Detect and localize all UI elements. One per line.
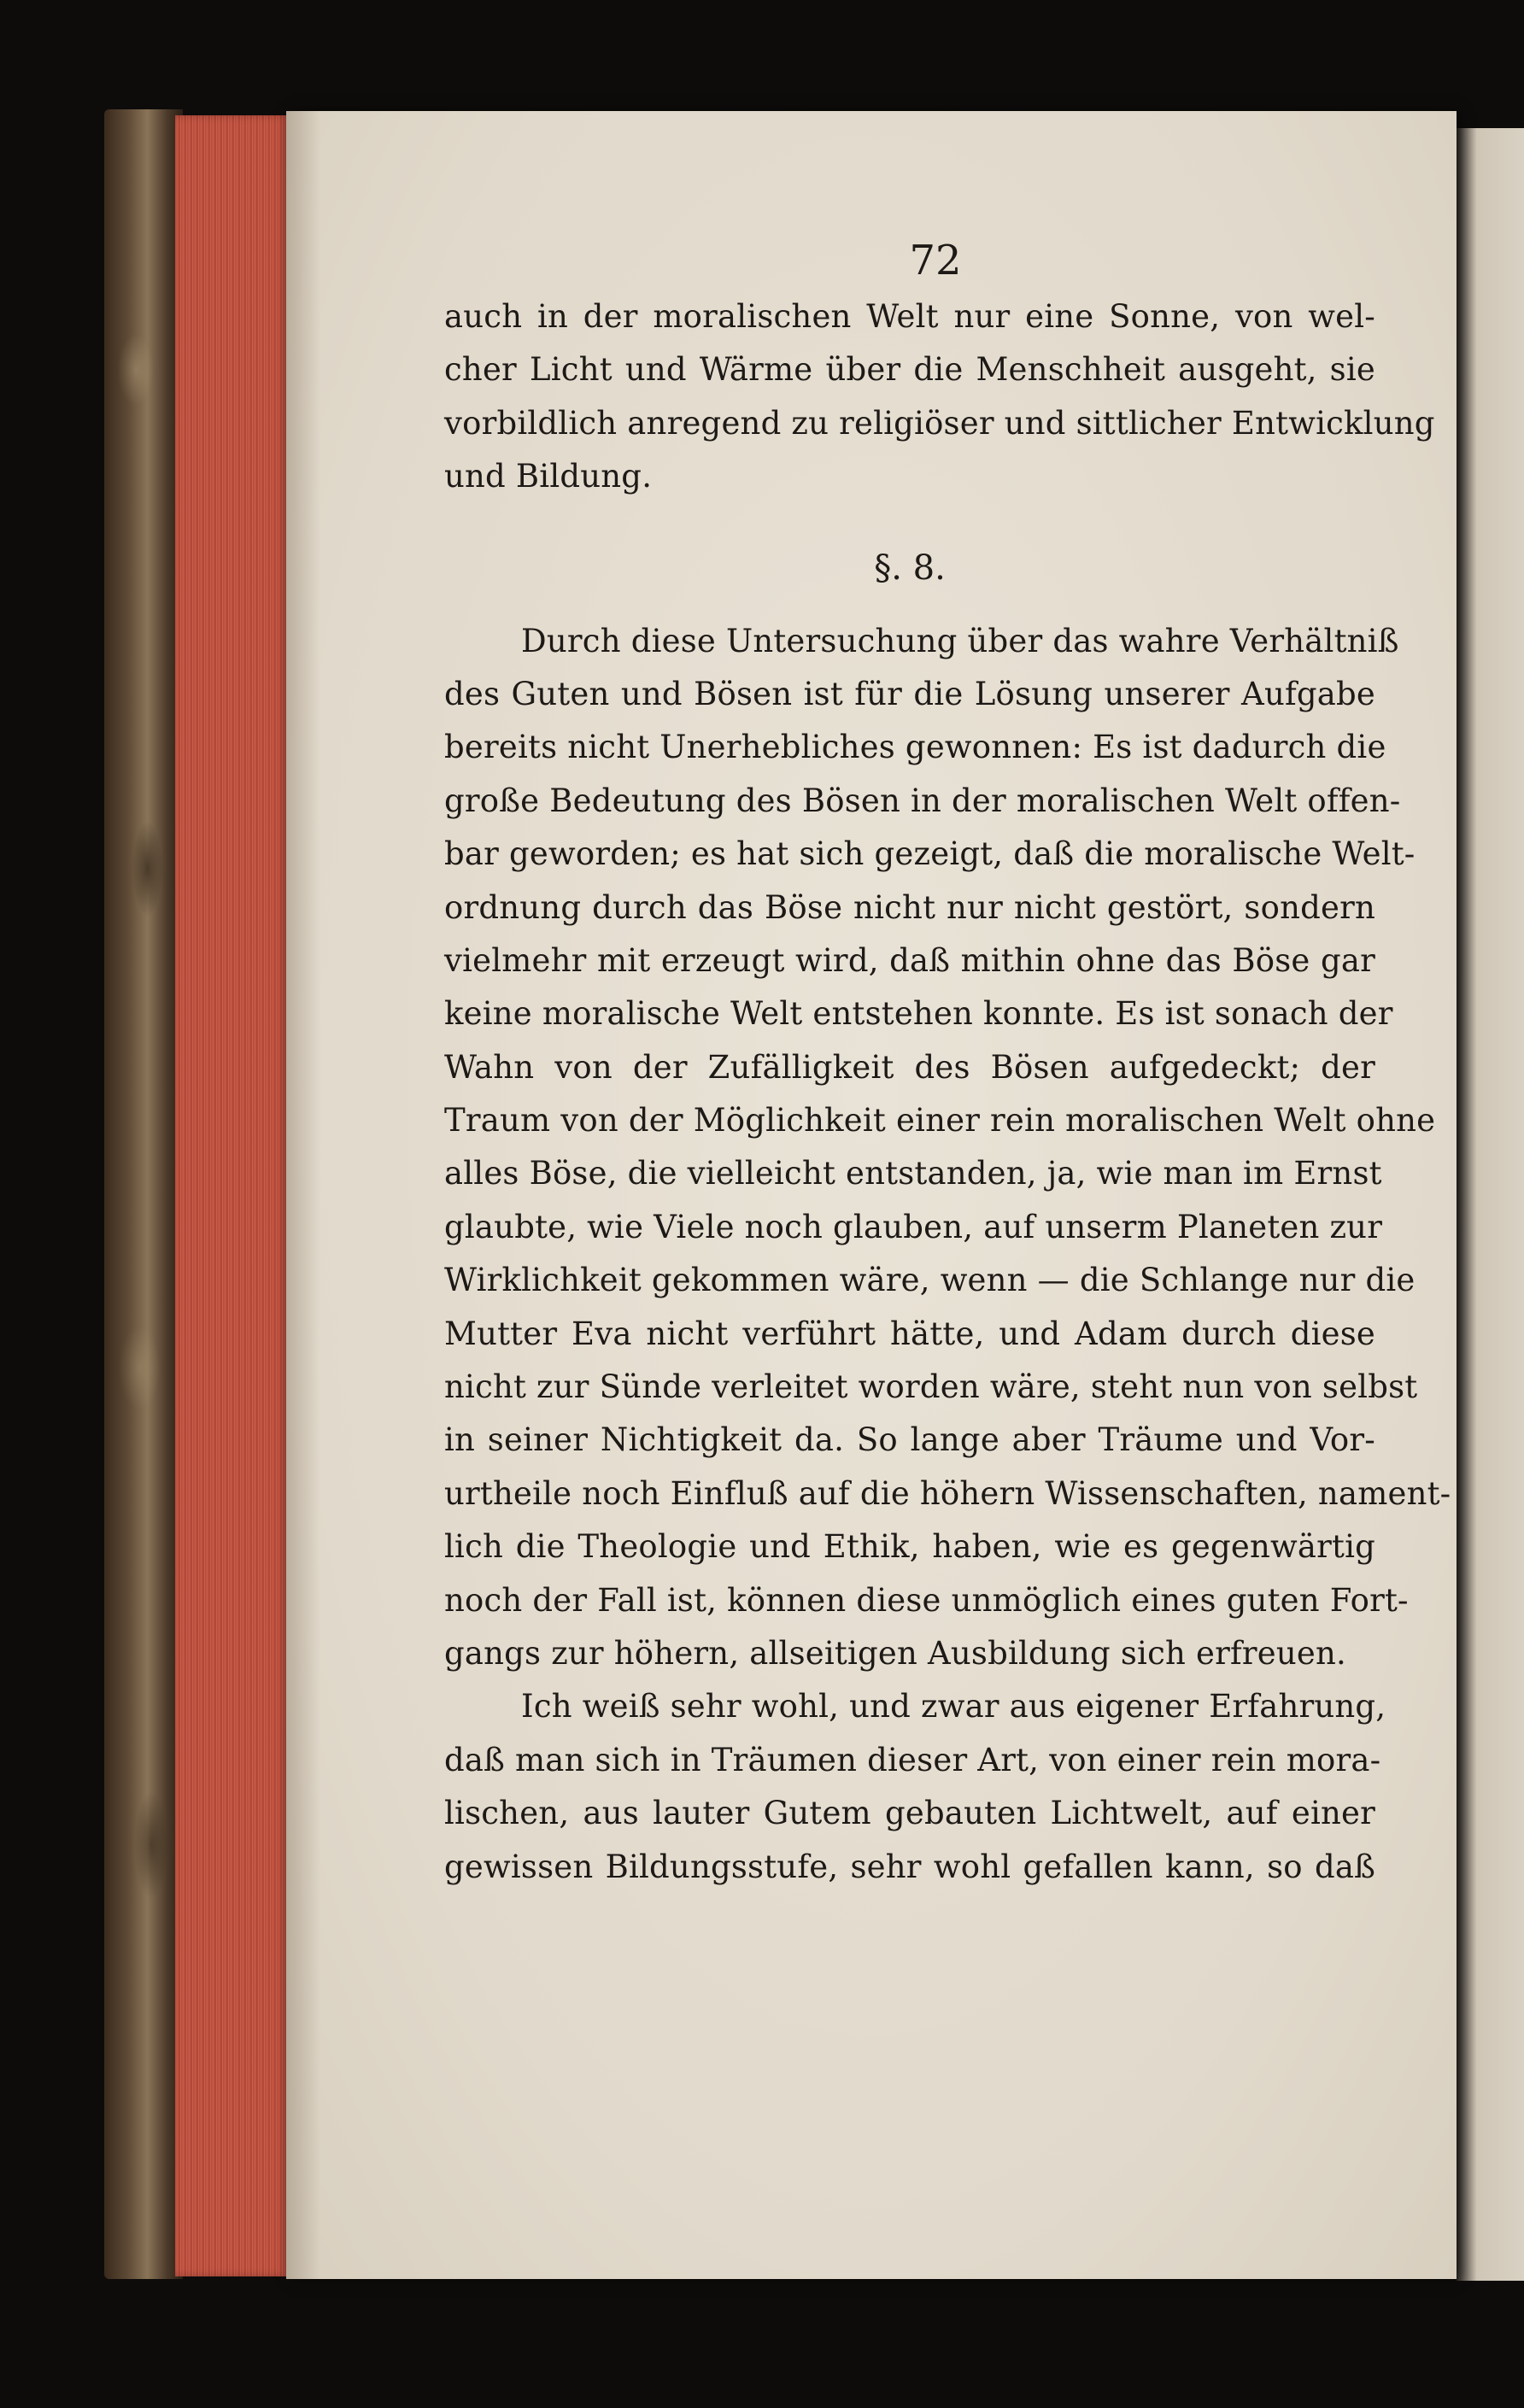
- text-line: bar geworden; es hat sich gezeigt, daß die moralische Welt-: [444, 835, 1416, 873]
- text-line: Mutter Eva nicht verführt hätte, und Adam durch diese: [444, 1315, 1375, 1352]
- page-gutter-shadow: [286, 111, 320, 2279]
- paragraph-3: [444, 1680, 1386, 1894]
- text-line: urtheile noch Einfluß auf die höhern Wissenschaften, nament-: [444, 1474, 1451, 1512]
- text-line: auch in der moralischen Welt nur eine Sonne, von wel-: [444, 298, 1375, 335]
- paragraph-1: [444, 290, 1435, 504]
- text-line: des Guten und Bösen ist für die Lösung unserer Aufgabe: [444, 675, 1375, 712]
- paragraph-2: [444, 615, 1451, 1681]
- red-page-edges: [175, 115, 290, 2276]
- text-line: vorbildlich anregend zu religiöser und sittlicher Entwicklung: [444, 404, 1435, 442]
- book-cover-marbled: [104, 109, 183, 2279]
- text-line: glaubte, wie Viele noch glauben, auf unserm Planeten zur: [444, 1208, 1383, 1245]
- text-line: vielmehr mit erzeugt wird, daß mithin ohne das Böse gar: [444, 941, 1375, 979]
- text-line: nicht zur Sünde verleitet worden wäre, steht nun von selbst: [444, 1368, 1418, 1406]
- text-line: lich die Theologie und Ethik, haben, wie es gegenwärtig: [444, 1528, 1375, 1566]
- section-heading: §. 8.: [874, 548, 946, 588]
- text-line: lischen, aus lauter Gutem gebauten Lichtwelt, auf einer: [444, 1795, 1375, 1832]
- text-line: und Bildung.: [444, 458, 653, 495]
- text-line: Ich weiß sehr wohl, und zwar aus eigener Erfahrung,: [521, 1688, 1386, 1725]
- text-line: Wirklichkeit gekommen wäre, wenn — die Schlange nur die: [444, 1262, 1416, 1299]
- text-line: in seiner Nichtigkeit da. So lange aber Träume und Vor-: [444, 1421, 1375, 1459]
- text-line: daß man sich in Träumen dieser Art, von einer rein mora-: [444, 1741, 1381, 1778]
- text-line: ordnung durch das Böse nicht nur nicht gestört, sondern: [444, 888, 1375, 926]
- text-line: Traum von der Möglichkeit einer rein moralischen Welt ohne: [444, 1102, 1436, 1140]
- text-line: cher Licht und Wärme über die Menschheit ausgeht, sie: [444, 351, 1375, 389]
- text-line: noch der Fall ist, können diese unmöglich eines guten Fort-: [444, 1581, 1409, 1619]
- text-line: bereits nicht Unerhebliches gewonnen: Es ist dadurch die: [444, 729, 1386, 766]
- page-number: 72: [909, 237, 962, 284]
- text-line: Durch diese Untersuchung über das wahre Verhältniß: [521, 622, 1399, 659]
- text-line: keine moralische Welt entstehen konnte. Es ist sonach der: [444, 995, 1393, 1033]
- text-line: gangs zur höhern, allseitigen Ausbildung sich erfreuen.: [444, 1634, 1346, 1672]
- facing-page-edge: [1457, 128, 1524, 2281]
- text-line: große Bedeutung des Bösen in der moralischen Welt offen-: [444, 782, 1401, 819]
- cover-marbling: [104, 109, 183, 2279]
- text-line: Wahn von der Zufälligkeit des Bösen aufgedeckt; der: [444, 1048, 1375, 1086]
- page-text: [444, 231, 1451, 1894]
- text-line: gewissen Bildungsstufe, sehr wohl gefallen kann, so daß: [444, 1848, 1375, 1885]
- text-line: alles Böse, die vielleicht entstanden, ja, wie man im Ernst: [444, 1155, 1382, 1192]
